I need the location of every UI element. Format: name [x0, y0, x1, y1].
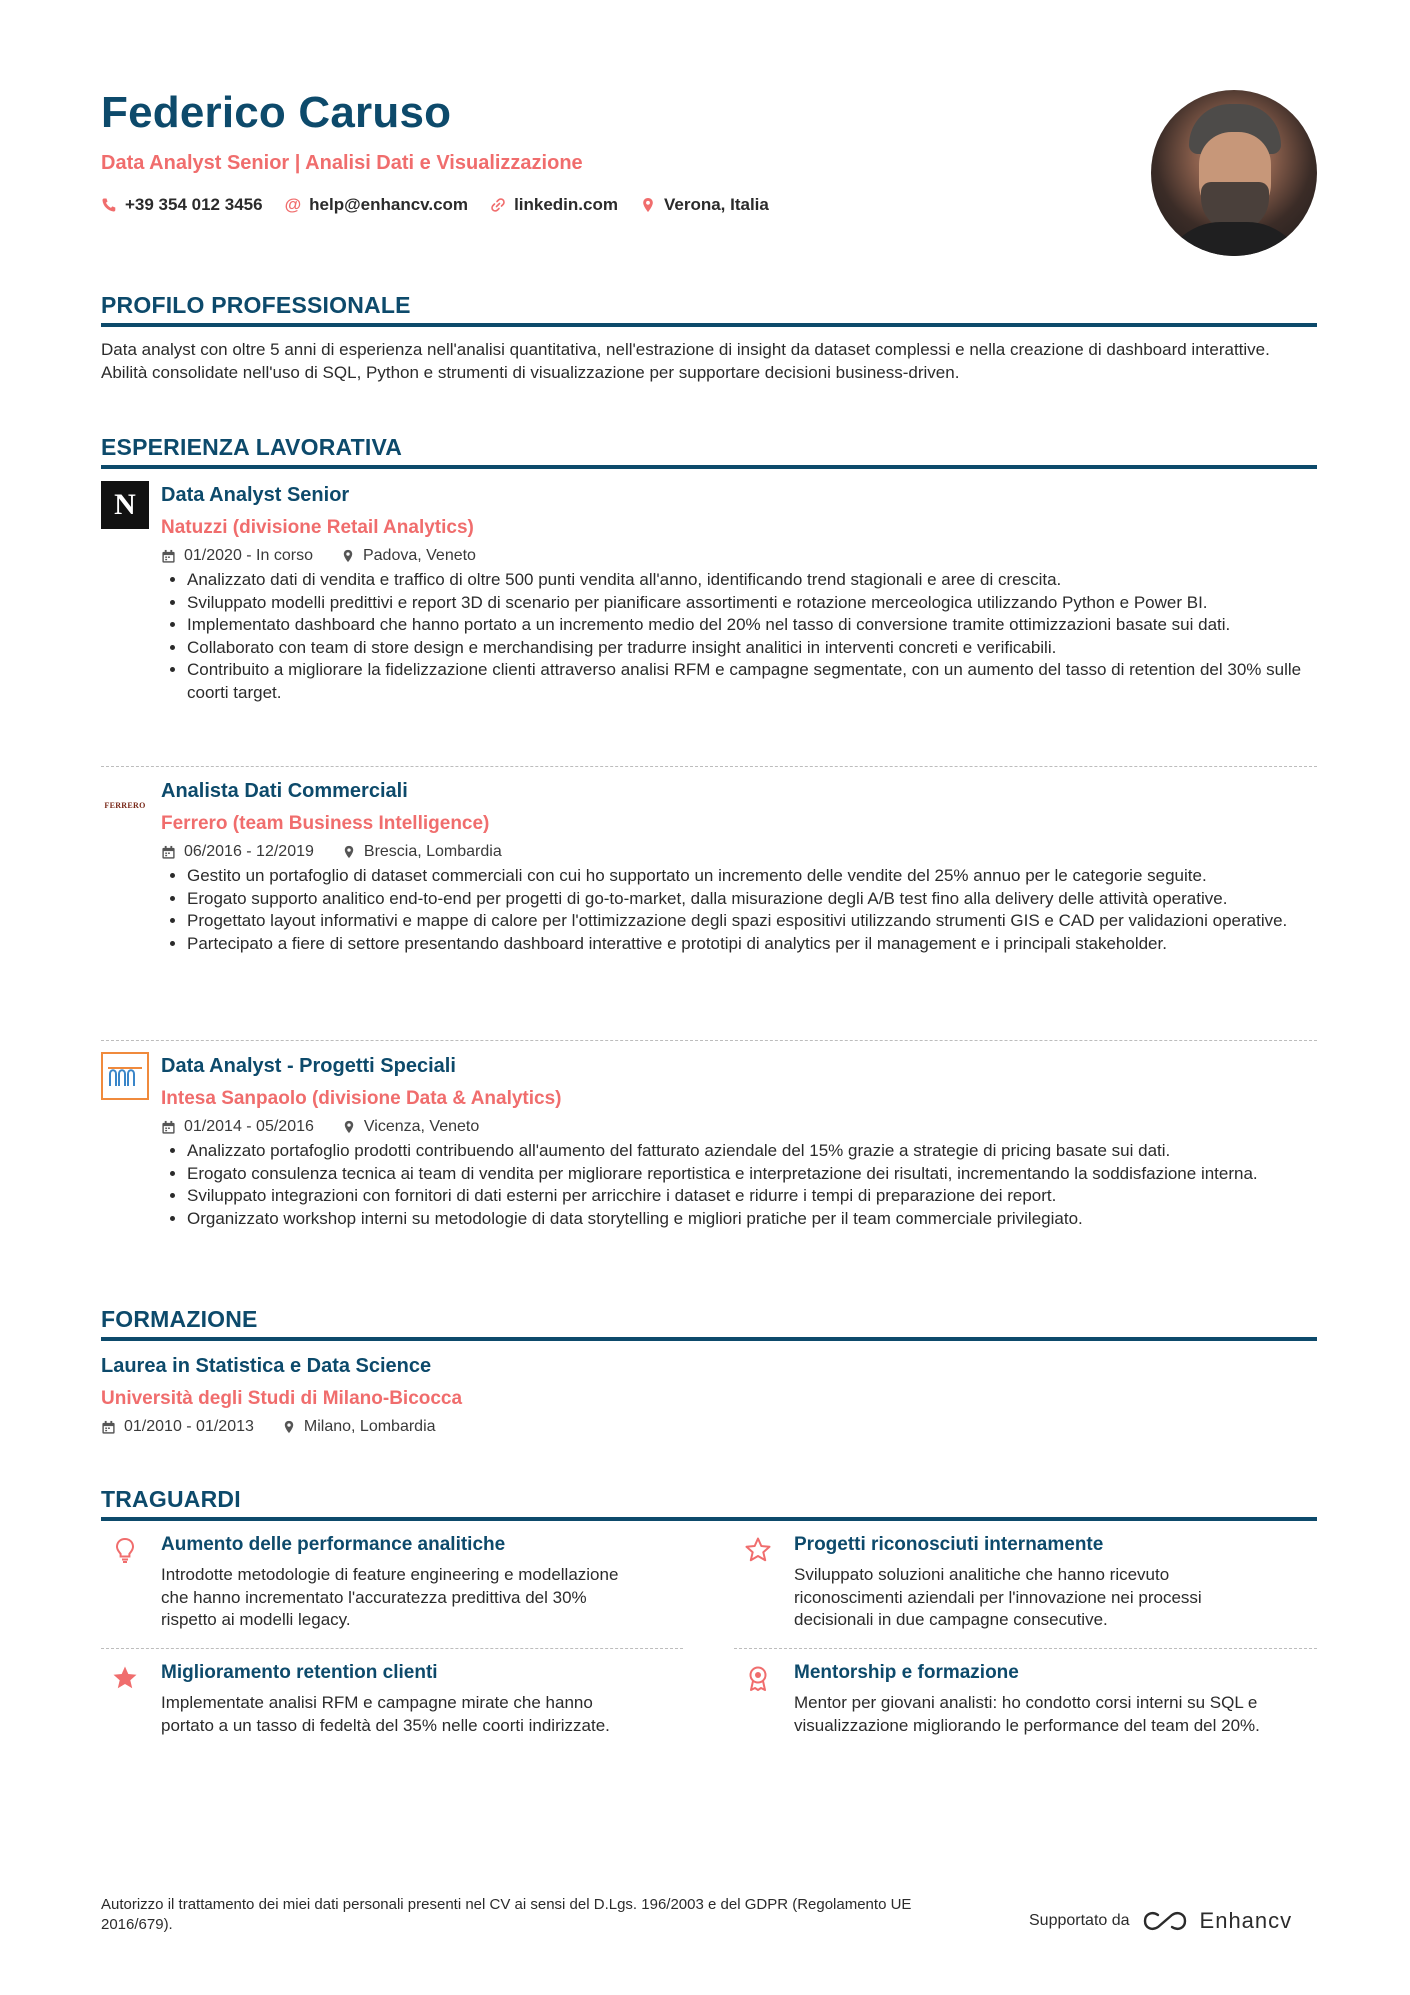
bullet: • Analizzato dati di vendita e traffico di oltre 500 punti vendita all'anno, identificando trend stagionali e aree di crescita. — [187, 569, 1317, 592]
contact-email[interactable] — [285, 195, 469, 215]
job-title: Data Analyst Senior — [161, 484, 350, 506]
bullet: • Collaborato con team di store design e merchandising per tradurre insight analitici in interventi concreti e verificabili. — [187, 637, 1317, 660]
job-bullets — [161, 569, 1317, 704]
section-title-experience: ESPERIENZA LAVORATIVA — [101, 434, 1317, 469]
bullet: • Implementato dashboard che hanno portato a un incremento medio del 20% nel tasso di conversione tramite ottimizzazioni basate sui dati. — [187, 614, 1317, 637]
job-company: Natuzzi (divisione Retail Analytics) — [161, 517, 474, 538]
achievement-desc: Implementate analisi RFM e campagne mirate che hanno portato a un tasso di fedeltà del 35% nelle coorti indirizzate. — [161, 1693, 610, 1735]
ferrero-logo: FERRERO — [104, 800, 146, 810]
bullet: • Partecipato a fiere di settore presentando dashboard interattive e prototipi di analytics per il management e i principali stakeholder. — [187, 933, 1317, 956]
calendar-icon — [101, 1420, 116, 1435]
bullet: • Gestito un portafoglio di dataset commerciali con cui ho supportato un incremento delle vendite del 25% annuo per le categorie seguite. — [187, 865, 1317, 888]
education-meta — [101, 1414, 1317, 1440]
arches-icon — [107, 1064, 143, 1088]
contact-bar — [101, 195, 769, 215]
star-filled-icon — [111, 1664, 139, 1692]
email-text: help@enhancv.com — [309, 195, 469, 214]
calendar-icon — [161, 549, 176, 564]
job-location: Padova, Veneto — [362, 547, 476, 564]
job-bullets — [161, 1140, 1317, 1230]
phone-icon — [101, 197, 117, 213]
calendar-icon — [161, 845, 176, 860]
education-entry — [101, 1352, 1317, 1440]
candidate-subtitle: Data Analyst Senior | Analisi Dati e Visualizzazione — [101, 152, 583, 174]
divider — [101, 1040, 1317, 1041]
bullet: • Organizzato workshop interni su metodologie di data storytelling e migliori pratiche per il team commerciale privilegiato. — [187, 1208, 1317, 1231]
achievement-title: Aumento delle performance analitiche — [161, 1534, 506, 1555]
bullet: • Sviluppato integrazioni con fornitori di dati esterni per arricchire i dataset e ridurre i tempi di preparazione dei report. — [187, 1185, 1317, 1208]
powered-by[interactable] — [1029, 1908, 1292, 1934]
achievement-title: Mentorship e formazione — [794, 1662, 1019, 1683]
section-title-profile: PROFILO PROFESSIONALE — [101, 292, 1317, 327]
calendar-icon — [161, 1120, 176, 1135]
candidate-name: Federico Caruso — [101, 88, 452, 137]
job-meta — [161, 1114, 1317, 1140]
privacy-consent: Autorizzo il trattamento dei miei dati personali presenti nel CV ai sensi del D.Lgs. 196/2003 e del GDPR (Regolamento UE 2016/679). — [101, 1896, 912, 1933]
bullet: • Progettato layout informativi e mappe di calore per l'ottimizzazione degli spazi espositivi utilizzando strumenti GIS e CAD per validazioni operative. — [187, 910, 1317, 933]
achievement-title: Progetti riconosciuti internamente — [794, 1534, 1104, 1555]
bullet: • Contribuito a migliorare la fidelizzazione clienti attraverso analisi RFM e campagne segmentate, con un aumento del tasso di retention del 30% sulle coorti target. — [187, 659, 1317, 704]
job-title: Data Analyst - Progetti Speciali — [161, 1055, 456, 1077]
job-dates: 01/2020 - In corso — [184, 547, 313, 564]
job-bullets — [161, 865, 1317, 955]
contact-phone[interactable] — [101, 195, 263, 215]
degree-title: Laurea in Statistica e Data Science — [101, 1355, 432, 1377]
at-icon: @ — [284, 195, 302, 214]
education-dates: 01/2010 - 01/2013 — [124, 1418, 254, 1435]
enhancv-logo-icon — [1142, 1909, 1188, 1933]
link-icon — [490, 197, 506, 213]
achievement-desc: Mentor per giovani analisti: ho condotto corsi interni su SQL e visualizzazione migliorando le performance del team del 20%. — [794, 1693, 1260, 1735]
job-location: Vicenza, Veneto — [363, 1118, 480, 1135]
job-meta — [161, 543, 1317, 569]
star-outline-icon — [744, 1536, 772, 1564]
lightbulb-icon — [111, 1536, 139, 1564]
location-pin-icon — [640, 197, 656, 213]
section-title-achievements: TRAGUARDI — [101, 1486, 1317, 1521]
bullet: • Sviluppato modelli predittivi e report 3D di scenario per pianificare assortimenti e rotazione merceologica utilizzando Python e Power BI. — [187, 592, 1317, 615]
section-title-education: FORMAZIONE — [101, 1306, 1317, 1341]
job-company: Ferrero (team Business Intelligence) — [161, 813, 490, 834]
divider — [734, 1648, 1317, 1649]
job-dates: 01/2014 - 05/2016 — [184, 1118, 314, 1135]
location-pin-icon — [342, 844, 356, 860]
job-dates: 06/2016 - 12/2019 — [184, 843, 314, 860]
medal-icon — [744, 1664, 772, 1692]
location-pin-icon — [342, 1119, 356, 1135]
intesa-sanpaolo-logo — [101, 1052, 149, 1100]
divider — [101, 766, 1317, 767]
education-location: Milano, Lombardia — [303, 1418, 436, 1435]
phone-text: +39 354 012 3456 — [125, 195, 263, 214]
job-meta — [161, 839, 1317, 865]
job-company: Intesa Sanpaolo (divisione Data & Analytics) — [161, 1088, 562, 1109]
bullet: • Erogato consulenza tecnica ai team di vendita per migliorare reportistica e interpretazione dei risultati, incrementando la soddisfazione interna. — [187, 1163, 1317, 1186]
job-title: Analista Dati Commerciali — [161, 780, 408, 802]
location-text: Verona, Italia — [663, 195, 769, 214]
linkedin-text: linkedin.com — [514, 195, 618, 214]
location-pin-icon — [341, 548, 355, 564]
job-location: Brescia, Lombardia — [363, 843, 502, 860]
contact-linkedin[interactable] — [490, 195, 618, 215]
natuzzi-logo: N — [101, 481, 149, 529]
achievement-desc: Introdotte metodologie di feature engineering e modellazione che hanno incrementato l'accuratezza predittiva del 30% rispetto ai modelli legacy. — [161, 1565, 619, 1629]
school-name: Università degli Studi di Milano-Bicocca — [101, 1388, 463, 1409]
bullet: • Analizzato portafoglio prodotti contribuendo all'aumento del fatturato aziendale del 15% grazie a strategie di pricing basate sui dati. — [187, 1140, 1317, 1163]
divider — [101, 1648, 683, 1649]
achievement-desc: Sviluppato soluzioni analitiche che hanno ricevuto riconoscimenti aziendali per l'innovazione nei processi decisionali in due campagne consecutive. — [794, 1565, 1202, 1629]
brand-name: Enhancv — [1199, 1908, 1293, 1933]
location-pin-icon — [282, 1419, 296, 1435]
profile-summary: Data analyst con oltre 5 anni di esperienza nell'analisi quantitativa, nell'estrazione di insight da dataset complessi e nella creazione di dashboard interattive. Abilità consolidate nell'uso di SQL, Python e strumenti di visualizzazione per supportare decisioni business-driven. — [101, 340, 1270, 382]
bullet: • Erogato supporto analitico end-to-end per progetti di go-to-market, dalla misurazione degli A/B test fino alla delivery delle attività operative. — [187, 888, 1317, 911]
contact-location — [640, 195, 769, 215]
powered-by-label: Supportato da — [1029, 1912, 1130, 1929]
profile-photo — [1151, 90, 1317, 256]
achievement-title: Miglioramento retention clienti — [161, 1662, 438, 1683]
resume-page — [101, 0, 1317, 1995]
